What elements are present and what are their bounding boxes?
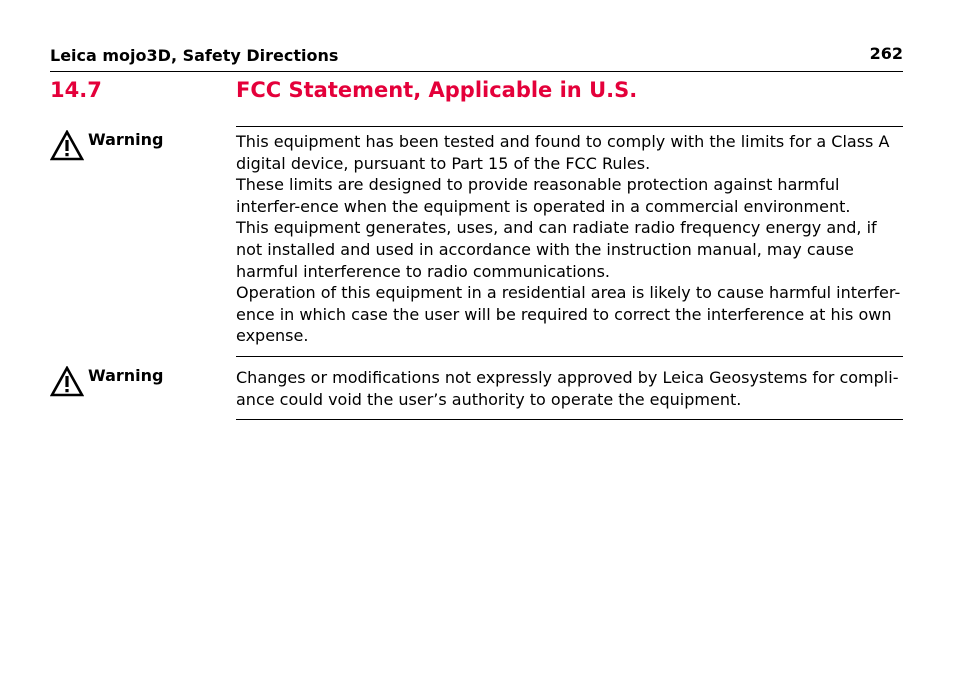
warning-1-text-block (236, 126, 903, 356)
page-header (50, 44, 903, 72)
page-number: 262 (869, 44, 903, 63)
paragraph: These limits are designed to provide reasonable protection against harmful interfer-ence when the equipment is operated in a commercial environment. (236, 175, 851, 216)
section-title: FCC Statement, Applicable in U.S. (236, 78, 638, 102)
warning-2-text-block (236, 356, 903, 420)
paragraph: Operation of this equipment in a residential area is likely to cause harmful interfer-ence in which case the user will be required to correct the interference at his own expense. (236, 283, 901, 346)
warning-triangle-icon (50, 130, 84, 161)
section-number: 14.7 (50, 78, 102, 102)
warning-label: Warning (88, 366, 164, 385)
warning-2 (50, 366, 163, 397)
warning-1 (50, 130, 163, 161)
warning-label: Warning (88, 130, 164, 149)
paragraph: Changes or modifications not expressly approved by Leica Geosystems for compli-ance could void the user’s authority to operate the equipment. (236, 368, 899, 409)
paragraph: This equipment has been tested and found to comply with the limits for a Class A digital device, pursuant to Part 15 of the FCC Rules. (236, 132, 890, 173)
paragraph: This equipment generates, uses, and can radiate radio frequency energy and, if not installed and used in accordance with the instruction manual, may cause harmful interference to radio communications. (236, 218, 877, 281)
document-title: Leica mojo3D, Safety Directions (50, 46, 339, 65)
warning-triangle-icon (50, 366, 84, 397)
